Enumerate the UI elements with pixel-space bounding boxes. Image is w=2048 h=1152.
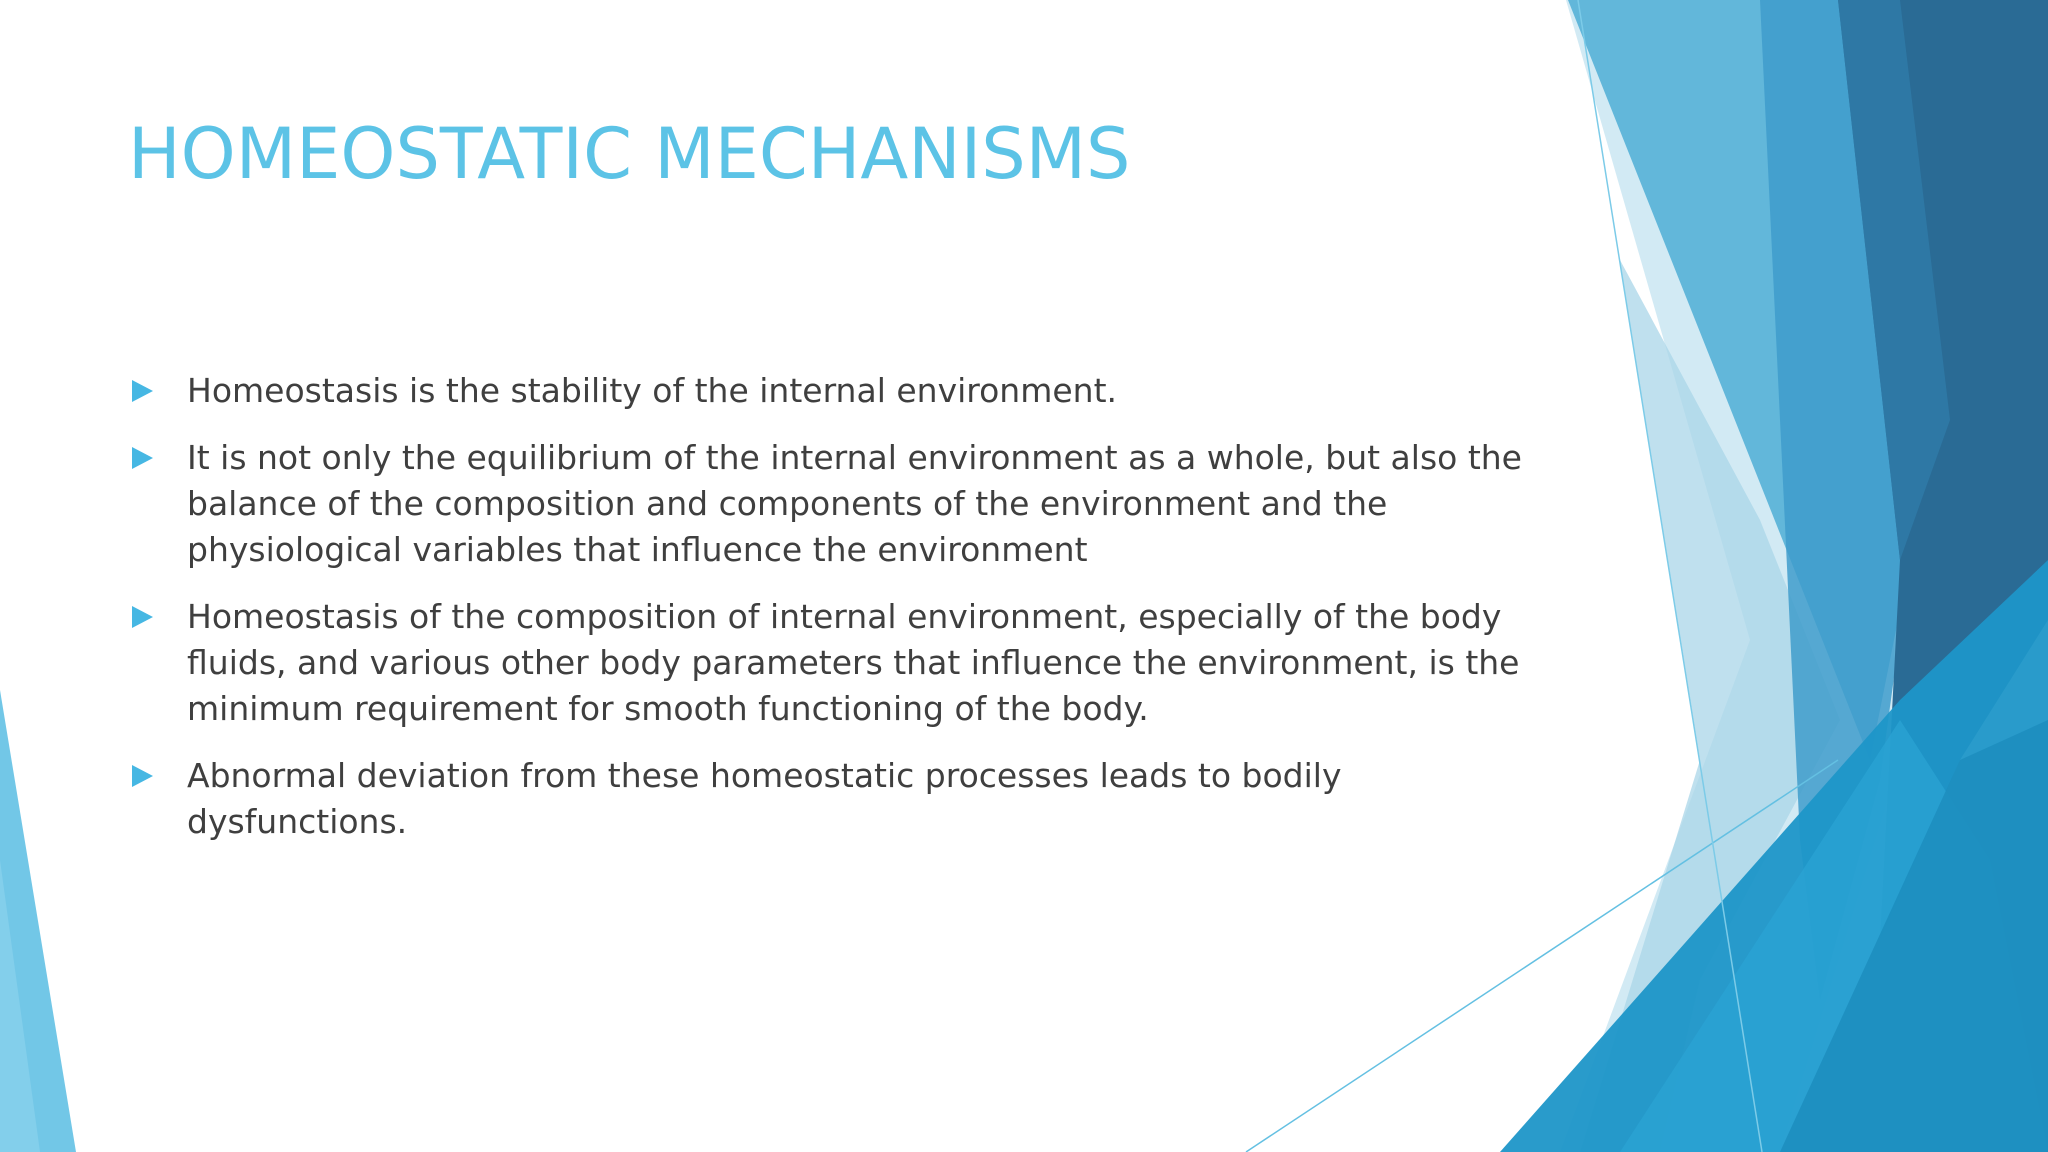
bullet-list xyxy=(128,368,1558,866)
bullet-text: Abnormal deviation from these homeostatic processes leads to bodily dysfunctions. xyxy=(187,756,1342,841)
bullet-item xyxy=(128,435,1558,573)
bullet-text: Homeostasis of the composition of internal environment, especially of the body fluids, and various other body parameters that influence the environment, is the minimum requirement for smooth functioning of the body. xyxy=(187,597,1520,728)
bullet-item xyxy=(128,753,1558,845)
triangle-right-icon xyxy=(132,447,153,469)
triangle-right-icon xyxy=(132,765,153,787)
triangle-right-icon xyxy=(132,606,153,628)
bullet-text: Homeostasis is the stability of the internal environment. xyxy=(187,371,1118,410)
triangle-right-icon xyxy=(132,380,153,402)
bullet-text: It is not only the equilibrium of the internal environment as a whole, but also the balance of the composition and components of the environment and the physiological variables that influence the environment xyxy=(187,438,1522,569)
bullet-item xyxy=(128,368,1558,414)
bullet-item xyxy=(128,594,1558,732)
slide-title: HOMEOSTATIC MECHANISMS xyxy=(128,113,1131,195)
